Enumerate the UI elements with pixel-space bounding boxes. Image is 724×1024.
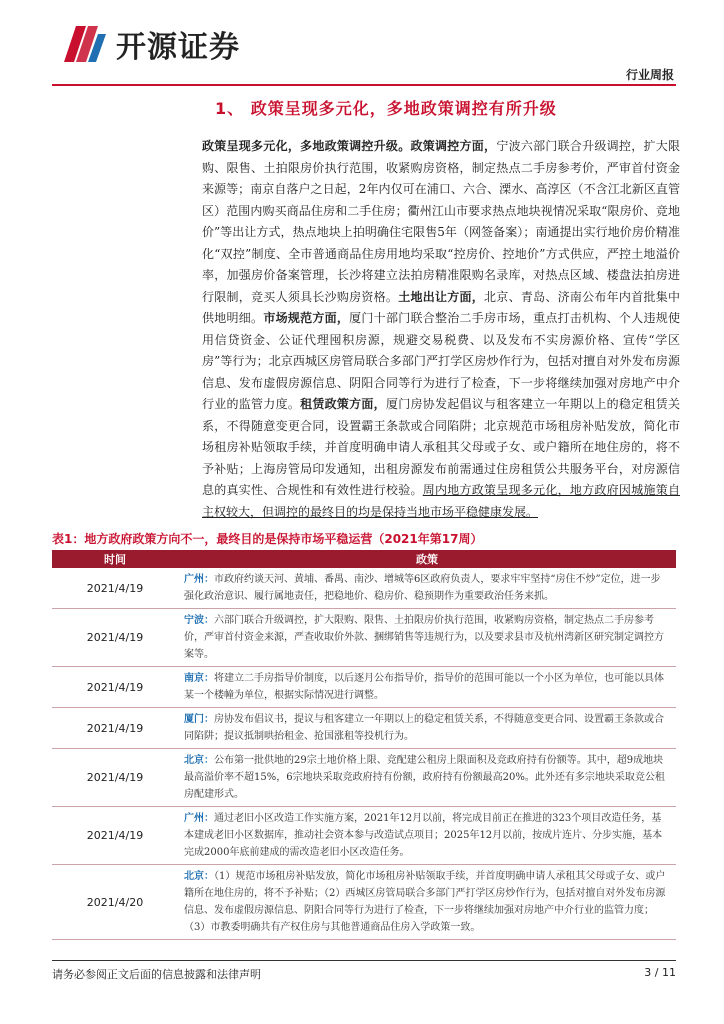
row-text: 将建立二手房指导价制度，以后逐月公布指导价，指导价的范围可能以一个小区为单位，也可能以具体某一个楼幢为单位，根据实际情况进行调整。 [184,673,664,701]
footer-disclaimer: 请务必参阅正文后面的信息披露和法律声明 [52,968,261,981]
table-row [52,609,676,667]
market-label: 市场规范方面， [263,311,350,325]
row-city: 宁波： [184,615,214,626]
table-row [52,568,676,609]
body-paragraph [202,136,680,523]
table-row [52,708,676,749]
row-city: 广州： [184,813,214,824]
column-header-time: 时间 [52,550,178,568]
land-text: 北京、青岛、济南公布年内首批集中供地明细。 [202,289,680,325]
regulation-label: 政策调控方面， [410,139,497,153]
row-text: （1）规范市场租房补贴发放，简化市场租房补贴领取手续，并首度明确申请人承租其父母或子女、或户籍所在地住房的，将不予补贴；（2）西城区房管局联合多部门严打学区房炒作行为，包括对擅自对外发布房源信息、发布虚假房源信息、阴阳合同等行为进行了检查，下一步将继续加强对房地产中介行业的监管力度；（3）市教委明确共有产权住房与其他普通商品住房入学政策一致。 [184,871,666,933]
row-policy [178,667,676,708]
page-header [0,0,724,80]
policy-table [52,550,676,940]
row-city: 南京： [184,673,214,684]
page-number: 3 / 11 [644,966,676,979]
row-date: 2021/4/19 [52,568,178,609]
table-title: 表1：地方政府政策方向不一，最终目的是保持市场平稳运营（2021年第17周） [52,532,483,546]
row-policy [178,749,676,807]
row-city: 北京： [184,755,214,766]
footer-divider [52,960,676,961]
header-divider [52,84,676,86]
brand-mark-icon [60,22,108,66]
table-row [52,667,676,708]
column-header-policy: 政策 [178,550,676,568]
table-row [52,807,676,865]
summary-text: 周内地方政策呈现多元化，地方政府因城施策自主权较大，但调控的最终目的均是保持当地市场平稳健康发展。 [202,483,680,519]
table-row [52,865,676,940]
row-city: 厦门： [184,714,214,725]
row-policy [178,609,676,667]
row-text: 市政府约谈天河、黄埔、番禺、南沙、增城等6区政府负责人，要求牢牢坚持“房住不炒”定位，进一步强化政治意识、履行属地责任，把稳地价、稳房价、稳预期作为重要政治任务来抓。 [184,574,661,602]
paragraph-lead: 政策呈现多元化，多地政策调控升级。 [202,139,411,153]
rent-text: 厦门房协发起倡议与租客建立一年期以上的稳定租赁关系，不得随意变更合同，设置霸王条款或合同陷阱；北京规范市场租房补贴发放，简化市场租房补贴领取手续，并首度明确申请人承租其父母或子女、或户籍所在地住房的，将不予补贴；上海房管局印发通知，出租房源发布前需通过住房租赁公共服务平台，对房源信息的真实性、合规性和有效性进行校验。 [202,397,680,497]
regulation-text: 宁波六部门联合升级调控，扩大限购、限售、土拍限房价执行范围，收紧购房资格，制定热点二手房参考价，严审首付资金来源等；南京自落户之日起，2年内仅可在浦口、六合、溧水、高淳区（不含江北新区直管区）范围内购买商品住房和二手住房；衢州江山市要求热点地块视情况采取“限房价、竞地价”等出让方式，热点地块上拍明确住宅限售5年（网签备案）；南通提出实行地价房价精准化“双控”制度、全市普通商品住房用地均采取“控房价、控地价”方式供应，严控土地溢价率，加强房价备案管理，长沙将建立法拍房精准限购名录库，对热点区域、楼盘法拍房进行限制，竞买人须具长沙购房资格。 [202,139,680,304]
brand-logo [60,22,240,66]
row-date: 2021/4/19 [52,749,178,807]
market-text: 厦门十部门联合整治二手房市场，重点打击机构、个人违规使用信贷资金、公证代理囤积房源，规避交易税费、以及发布不实房源价格、宣传“学区房”等行为；北京西城区房管局联合多部门严打学区房炒作行为，包括对擅自对外发布房源信息、发布虚假房源信息、阴阳合同等行为进行了检查，下一步将继续加强对房地产中介行业的监管力度。 [202,311,680,411]
row-policy [178,568,676,609]
report-type-label: 行业周报 [625,68,674,82]
table-row [52,749,676,807]
table-header-row [52,550,676,568]
row-date: 2021/4/20 [52,865,178,940]
row-policy [178,865,676,940]
row-date: 2021/4/19 [52,807,178,865]
row-policy [178,807,676,865]
row-date: 2021/4/19 [52,667,178,708]
row-text: 通过老旧小区改造工作实施方案，2021年12月以前，将完成目前正在推进的323个项目改造任务，基本建成老旧小区数据库，推动社会资本参与改造试点项目；2025年12月以前，按成片连片、分步实施，基本完成2000年底前建成的需改造老旧小区改造任务。 [184,813,663,858]
row-date: 2021/4/19 [52,708,178,749]
land-label: 土地出让方面， [398,289,485,304]
row-text: 房协发布倡议书，提议与租客建立一年期以上的稳定租赁关系，不得随意变更合同、设置霸王条款或合同陷阱；提议抵制哄抬租金、抢国涨租等投机行为。 [184,714,664,742]
row-city: 广州： [184,574,214,585]
row-city: 北京： [184,871,214,882]
row-text: 六部门联合升级调控，扩大限购、限售、土拍限房价执行范围，收紧购房资格，制定热点二手房参考价，严审首付资金来源，严查收取价外款、捆绑销售等违规行为，以及要求县市及杭州湾新区研究制定调控方案等。 [184,615,664,660]
section-title: 1、 政策呈现多元化，多地政策调控有所升级 [215,99,557,118]
rent-label: 租赁政策方面， [300,397,386,411]
row-policy [178,708,676,749]
row-text: 公布第一批供地的29宗土地价格上限、竞配建公租房上限面积及竞政府持有份额等。其中，超9成地块最高溢价率不超15%，6宗地块采取竞政府持有份额，政府持有份额最高20%。此外还有多宗地块采取竞公租房配建形式。 [184,755,665,800]
brand-name: 开源证券 [116,30,240,65]
row-date: 2021/4/19 [52,609,178,667]
